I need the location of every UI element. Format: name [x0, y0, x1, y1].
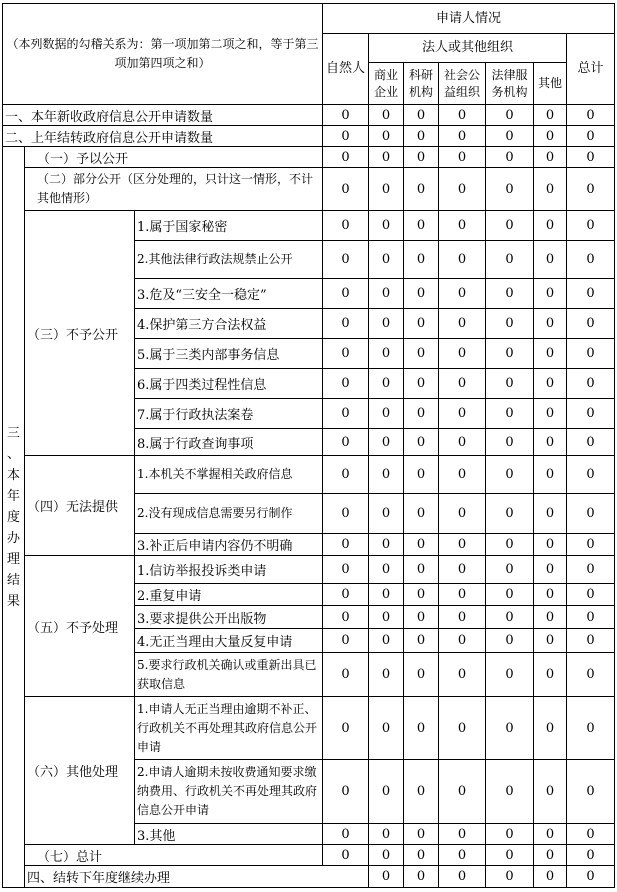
cell-value: 0: [404, 866, 439, 888]
cell-value: 0: [369, 697, 404, 760]
cell-value: 0: [439, 824, 486, 845]
cell-value: 0: [567, 147, 615, 168]
cell-value: 0: [369, 534, 404, 556]
cell-value: 0: [486, 168, 534, 211]
cell-value: 0: [439, 369, 486, 399]
cell-value: 0: [567, 168, 615, 211]
cell-value: 0: [534, 241, 567, 279]
cell-value: 0: [404, 456, 439, 494]
table-row: [3, 168, 615, 211]
cell-value: 0: [567, 697, 615, 760]
cell-value: 0: [534, 369, 567, 399]
header-social: 社会公益组织: [439, 63, 486, 105]
section-3-char: 结: [6, 572, 20, 588]
cell-value: 0: [486, 147, 534, 168]
cell-value: 0: [486, 339, 534, 369]
table-row: [3, 211, 615, 241]
row-label: 4.保护第三方合法权益: [135, 309, 323, 339]
row-label: 4.无正当理由大量反复申请: [135, 629, 323, 653]
table-row: [3, 126, 615, 147]
cell-value: 0: [323, 556, 369, 584]
table-row: [3, 866, 615, 888]
cell-value: 0: [439, 105, 486, 126]
cell-value: 0: [486, 279, 534, 309]
row-label: 1.信访举报投诉类申请: [135, 556, 323, 584]
section-3-char: 年: [6, 488, 20, 504]
row-label: 3.补正后申请内容仍不明确: [135, 534, 323, 556]
cell-value: 0: [486, 629, 534, 653]
cell-value: 0: [404, 534, 439, 556]
cell-value: 0: [567, 399, 615, 429]
header-research: 科研机构: [404, 63, 439, 105]
cell-value: 0: [486, 494, 534, 534]
cell-value: 0: [323, 399, 369, 429]
cell-value: 0: [486, 309, 534, 339]
cell-value: 0: [369, 866, 404, 888]
cell-value: 0: [534, 126, 567, 147]
cell-value: 0: [439, 309, 486, 339]
cell-value: 0: [404, 168, 439, 211]
cell-value: 0: [323, 105, 369, 126]
cell-value: 0: [567, 494, 615, 534]
cell-value: 0: [567, 429, 615, 456]
cell-value: 0: [567, 653, 615, 697]
cell-value: 0: [323, 126, 369, 147]
cell-value: 0: [567, 866, 615, 888]
section-3-char: 度: [6, 509, 20, 525]
group-label: （六）其他处理: [25, 697, 135, 845]
cell-value: 0: [439, 456, 486, 494]
cell-value: 0: [323, 653, 369, 697]
cell-value: 0: [486, 866, 534, 888]
cell-value: 0: [534, 629, 567, 653]
cell-value: 0: [486, 369, 534, 399]
cell-value: 0: [369, 629, 404, 653]
cell-value: 0: [439, 866, 486, 888]
cell-value: 0: [567, 629, 615, 653]
cell-value: 0: [486, 584, 534, 606]
row-label: 1.本机关不掌握相关政府信息: [135, 456, 323, 494]
row-label: 8.属于行政查询事项: [135, 429, 323, 456]
cell-value: 0: [323, 697, 369, 760]
cell-value: 0: [323, 534, 369, 556]
cell-value: 0: [439, 534, 486, 556]
cell-value: 0: [404, 429, 439, 456]
row-label: 2.其他法律行政法规禁止公开: [135, 241, 323, 279]
header-commercial: 商业企业: [369, 63, 404, 105]
row-label: （一）予以公开: [25, 147, 323, 168]
row-label: 1.属于国家秘密: [135, 211, 323, 241]
cell-value: 0: [369, 147, 404, 168]
cell-value: 0: [369, 211, 404, 241]
cell-value: 0: [369, 399, 404, 429]
cell-value: 0: [534, 339, 567, 369]
section-3-char: 果: [6, 593, 20, 609]
cell-value: 0: [534, 399, 567, 429]
cell-value: 0: [486, 760, 534, 824]
cell-value: 0: [323, 369, 369, 399]
cell-value: 0: [534, 309, 567, 339]
cell-value: 0: [534, 429, 567, 456]
header-note: （本列数据的勾稽关系为：第一项加第二项之和，等于第三项加第四项之和）: [3, 4, 323, 105]
section-3-char: 理: [6, 551, 20, 567]
cell-value: 0: [486, 824, 534, 845]
cell-value: 0: [369, 126, 404, 147]
cell-value: 0: [534, 653, 567, 697]
cell-value: 0: [567, 760, 615, 824]
group-label: （三）不予公开: [25, 211, 135, 456]
cell-value: 0: [534, 760, 567, 824]
cell-value: 0: [323, 147, 369, 168]
row-label: （二）部分公开（区分处理的，只计这一情形，不计其他情形）: [25, 168, 323, 211]
cell-value: 0: [439, 399, 486, 429]
section-3-vertical-text: [5, 423, 22, 612]
cell-value: 0: [323, 494, 369, 534]
cell-value: 0: [439, 556, 486, 584]
section-3-char: 办: [6, 530, 20, 546]
row-label: 二、上年结转政府信息公开申请数量: [3, 126, 323, 147]
cell-value: 0: [567, 824, 615, 845]
cell-value: 0: [369, 653, 404, 697]
cell-value: 0: [323, 845, 369, 866]
cell-value: 0: [486, 556, 534, 584]
row-label: 5.要求行政机关确认或重新出具已获取信息: [135, 653, 323, 697]
cell-value: 0: [534, 697, 567, 760]
cell-value: 0: [369, 556, 404, 584]
cell-value: 0: [404, 126, 439, 147]
cell-value: 0: [404, 211, 439, 241]
row-label: 1.申请人无正当理由逾期不补正、行政机关不再处理其政府信息公开申请: [135, 697, 323, 760]
cell-value: 0: [567, 534, 615, 556]
row-label: 3.危及“三安全一稳定”: [135, 279, 323, 309]
row-label: 2.重复申请: [135, 584, 323, 606]
row-label: 3.要求提供公开出版物: [135, 606, 323, 629]
header-legal-or-other: 法人或其他组织: [369, 34, 567, 63]
cell-value: 0: [404, 845, 439, 866]
cell-value: 0: [323, 629, 369, 653]
cell-value: 0: [534, 211, 567, 241]
cell-value: 0: [404, 105, 439, 126]
cell-value: 0: [404, 494, 439, 534]
table-row: [3, 456, 615, 494]
cell-value: 0: [323, 606, 369, 629]
cell-value: 0: [369, 105, 404, 126]
section-3-char: 三: [6, 425, 20, 441]
cell-value: 0: [486, 606, 534, 629]
cell-value: 0: [323, 429, 369, 456]
cell-value: 0: [323, 456, 369, 494]
cell-value: 0: [567, 279, 615, 309]
cell-value: 0: [439, 211, 486, 241]
cell-value: 0: [404, 147, 439, 168]
cell-value: 0: [369, 339, 404, 369]
cell-value: 0: [567, 584, 615, 606]
cell-value: 0: [486, 653, 534, 697]
cell-value: 0: [567, 309, 615, 339]
cell-value: 0: [439, 168, 486, 211]
section-3-char: 本: [6, 467, 20, 483]
cell-value: 0: [534, 147, 567, 168]
cell-value: 0: [534, 105, 567, 126]
header-applicant: 申请人情况: [323, 4, 615, 34]
cell-value: 0: [404, 606, 439, 629]
cell-value: 0: [534, 584, 567, 606]
row-label: 一、本年新收政府信息公开申请数量: [3, 105, 323, 126]
table-row: [3, 845, 615, 866]
cell-value: 0: [439, 429, 486, 456]
info-disclosure-table: [2, 3, 615, 888]
cell-value: 0: [534, 456, 567, 494]
cell-value: 0: [404, 697, 439, 760]
row-label: （七）总计: [25, 845, 323, 866]
cell-value: 0: [439, 697, 486, 760]
cell-value: 0: [439, 584, 486, 606]
cell-value: 0: [486, 399, 534, 429]
cell-value: 0: [567, 456, 615, 494]
cell-value: 0: [323, 584, 369, 606]
cell-value: 0: [404, 824, 439, 845]
cell-value: 0: [404, 241, 439, 279]
header-other: 其他: [534, 63, 567, 105]
cell-value: 0: [404, 369, 439, 399]
cell-value: 0: [486, 126, 534, 147]
cell-value: 0: [369, 584, 404, 606]
cell-value: 0: [404, 760, 439, 824]
cell-value: 0: [534, 606, 567, 629]
cell-value: 0: [369, 824, 404, 845]
cell-value: 0: [323, 339, 369, 369]
cell-value: 0: [404, 556, 439, 584]
header-natural-person: 自然人: [323, 34, 369, 105]
cell-value: 0: [404, 309, 439, 339]
cell-value: 0: [323, 211, 369, 241]
cell-value: 0: [567, 606, 615, 629]
cell-value: 0: [486, 241, 534, 279]
row-label: 6.属于四类过程性信息: [135, 369, 323, 399]
cell-value: 0: [404, 399, 439, 429]
cell-value: 0: [486, 429, 534, 456]
cell-value: 0: [369, 309, 404, 339]
cell-value: 0: [534, 168, 567, 211]
cell-value: 0: [323, 824, 369, 845]
cell-value: 0: [369, 606, 404, 629]
cell-value: 0: [486, 456, 534, 494]
cell-value: 0: [534, 845, 567, 866]
cell-value: 0: [567, 339, 615, 369]
cell-value: 0: [439, 653, 486, 697]
cell-value: 0: [369, 369, 404, 399]
cell-value: 0: [567, 845, 615, 866]
cell-value: 0: [567, 241, 615, 279]
table-row: [3, 556, 615, 584]
row-label: 7.属于行政执法案卷: [135, 399, 323, 429]
cell-value: 0: [534, 494, 567, 534]
cell-value: 0: [369, 279, 404, 309]
cell-value: 0: [534, 556, 567, 584]
cell-value: 0: [439, 339, 486, 369]
cell-value: 0: [323, 241, 369, 279]
row-label: 5.属于三类内部事务信息: [135, 339, 323, 369]
group-label: （四）无法提供: [25, 456, 135, 556]
cell-value: 0: [439, 606, 486, 629]
cell-value: 0: [486, 105, 534, 126]
cell-value: 0: [486, 845, 534, 866]
cell-value: 0: [439, 760, 486, 824]
cell-value: 0: [323, 279, 369, 309]
row-label: 2.没有现成信息需要另行制作: [135, 494, 323, 534]
cell-value: 0: [404, 653, 439, 697]
cell-value: 0: [534, 534, 567, 556]
cell-value: 0: [439, 126, 486, 147]
cell-value: 0: [369, 760, 404, 824]
cell-value: 0: [567, 105, 615, 126]
cell-value: 0: [567, 126, 615, 147]
cell-value: 0: [439, 147, 486, 168]
cell-value: 0: [567, 211, 615, 241]
header-legal-service: 法律服务机构: [486, 63, 534, 105]
section-3-label: [3, 147, 25, 888]
cell-value: 0: [369, 845, 404, 866]
table-row: [3, 697, 615, 760]
row-label: 2.申请人逾期未按收费通知要求缴纳费用、行政机关不再处理其政府信息公开申请: [135, 760, 323, 824]
cell-value: 0: [439, 279, 486, 309]
cell-value: 0: [404, 629, 439, 653]
table-row: [3, 147, 615, 168]
cell-value: 0: [323, 309, 369, 339]
table-row: [3, 105, 615, 126]
header-total: 总计: [567, 34, 615, 105]
cell-value: 0: [404, 339, 439, 369]
cell-value: 0: [439, 845, 486, 866]
cell-value: 0: [369, 456, 404, 494]
row-label: 四、结转下年度继续办理: [25, 866, 369, 888]
cell-value: 0: [369, 241, 404, 279]
cell-value: 0: [369, 168, 404, 211]
cell-value: 0: [534, 824, 567, 845]
cell-value: 0: [486, 211, 534, 241]
section-3-char: 、: [6, 446, 20, 462]
row-label: 3.其他: [135, 824, 323, 845]
cell-value: 0: [439, 629, 486, 653]
cell-value: 0: [439, 494, 486, 534]
cell-value: 0: [534, 279, 567, 309]
cell-value: 0: [567, 556, 615, 584]
cell-value: 0: [486, 534, 534, 556]
cell-value: 0: [534, 866, 567, 888]
group-label: （五）不予处理: [25, 556, 135, 697]
cell-value: 0: [439, 241, 486, 279]
cell-value: 0: [323, 168, 369, 211]
cell-value: 0: [369, 494, 404, 534]
cell-value: 0: [404, 279, 439, 309]
cell-value: 0: [404, 584, 439, 606]
cell-value: 0: [369, 429, 404, 456]
cell-value: 0: [567, 369, 615, 399]
cell-value: 0: [323, 760, 369, 824]
cell-value: 0: [486, 697, 534, 760]
